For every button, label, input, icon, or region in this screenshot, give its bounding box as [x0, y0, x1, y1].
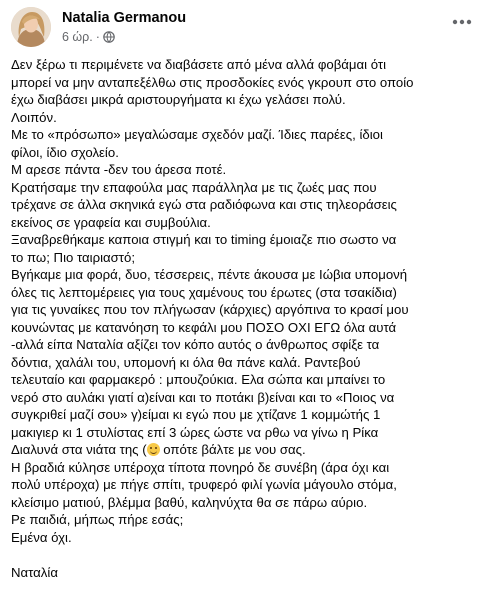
post-line: έχω διαβάσει μικρά αριστουργήματα κι έχω γελάσει πολύ.	[11, 92, 346, 107]
post-line: τελευταίο και φαρμακερό : μπουζούκια. Ελα σώπα και μπαίνει το	[11, 372, 386, 387]
post-line: συγκριθεί μαζί σου» γ)είμαι κι εγώ που με χτίζανε 1 κομμώτής 1	[11, 407, 381, 422]
post-line-with-emoji	[11, 441, 481, 459]
avatar[interactable]	[11, 7, 51, 47]
post-body	[11, 56, 481, 581]
post-line: πολύ υπέροχα) με πήγε σπίτι, τρυφερό φιλί γωνία μάγουλο στόμα,	[11, 477, 397, 492]
globe-icon	[103, 31, 115, 43]
post-line: εκείνος σε γραφεία και συμβούλια.	[11, 214, 211, 230]
post-line: μακιγιερ κι 1 στυλίστας επί 3 ώρες ώστε να ρθω να γίνω η Ρίκα	[11, 424, 379, 440]
post-line: τρέχανε σε άλλα σκηνικά εγώ στα ραδιόφωνα και στις τηλεοράσεις	[11, 197, 397, 212]
post-line: κλείσιμο ματιού, βλέμμα βαθύ, καληνύχτα θα σε πάρω αύριο.	[11, 494, 368, 510]
post-line: -αλλά είπα Ναταλία αξίζει τον κόπο αυτός ο άνθρωπος σφίξε τα	[11, 337, 380, 352]
post-line: Κρατήσαμε την επαφούλα μας παράλληλα με τις ζωές μας που	[11, 179, 377, 195]
meta-separator: ·	[95, 30, 100, 44]
smiling-face-icon	[147, 443, 160, 456]
post-line: Εμένα όχι.	[11, 529, 72, 545]
post-line: Δεν ξέρω τι περιμένετε να διαβάσετε από μένα αλλά φοβάμαι ότι	[11, 57, 387, 72]
post-line: το πω; Πιο ταιριαστό;	[11, 249, 135, 265]
post-line: Η βραδιά κύλησε υπέροχα τίποτα πονηρό δε συνέβη (άρα όχι και	[11, 459, 390, 475]
post-line: για τις γυναίκες που τον πλήγωσαν (κάρχιες) αργόπινα το κρασί μου	[11, 302, 409, 317]
post-time[interactable]: 6 ώρ.	[62, 30, 93, 44]
post-line: κουνώντας με κατανόηση το κεφάλι μου ΠΟΣΟ ΟΧΙ ΕΓΩ όλα αυτά	[11, 319, 397, 335]
post-signature: Ναταλία	[11, 564, 58, 580]
post-line: Μ αρεσε πάντα -δεν του άρεσα ποτέ.	[11, 162, 227, 177]
post-line: δόντια, χαλάλι του, υπομονή κι όλα θα πάνε καλά. Ραντεβού	[11, 354, 361, 370]
post-line-text: Διαλυνά στα νιάτα της (	[11, 442, 147, 457]
more-horizontal-icon[interactable]	[451, 11, 473, 33]
post-line: Βγήκαμε μια φορά, δυο, τέσσερεις, πέντε άκουσα με Ιώβια υπομονή	[11, 267, 408, 282]
post-line: Με το «πρόσωπο» μεγαλώσαμε σχεδόν μαζί. Ίδιες παρέες, ίδιοι	[11, 127, 383, 142]
post-meta	[62, 30, 115, 44]
post-line: Λοιπόν.	[11, 109, 57, 125]
post-line: Ξαναβρεθήκαμε καποια στιγμή και το timing έμοιαζε πιο σωστο να	[11, 232, 397, 247]
post-header	[11, 7, 481, 47]
post-line-tail: οπότε βάλτε με νου σας.	[159, 442, 306, 457]
author-name[interactable]: Natalia Germanou	[62, 10, 187, 26]
post-line: μπορεί να μην ανταπεξέλθω στις προσδοκίες ενός γκρουπ στο οποίο	[11, 74, 414, 90]
post-line: όλες τις λεπτομέρειες για τους χαμένους του έρωτες (στα τσακίδια)	[11, 284, 397, 300]
post-line: Ρε παιδιά, μήπως πήρε εσάς;	[11, 512, 184, 527]
post-line: φίλοι, ίδιο σχολείο.	[11, 144, 119, 160]
post-line: νερό στο αυλάκι γιατί α)είναι και το ποτάκι β)είναι και το «Ποιος να	[11, 389, 395, 405]
